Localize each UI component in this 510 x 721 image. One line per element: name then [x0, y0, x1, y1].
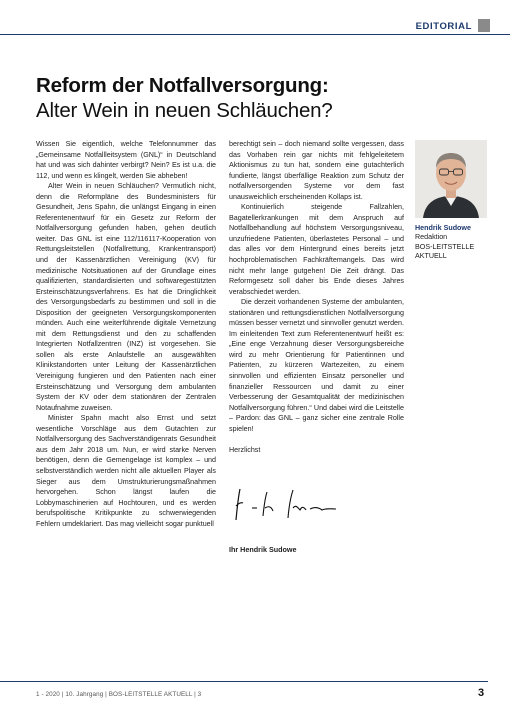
- bottom-rule: [0, 681, 488, 682]
- author-publication-line1: BOS-LEITSTELLE: [415, 242, 475, 251]
- author-box: [415, 224, 495, 262]
- top-rule: [0, 34, 510, 35]
- paragraph: Wissen Sie eigentlich, welche Telefonnummer das „Gemeinsame Notfallleitsystem (GNL)“ in Deutschland hat und was sich dahinter verbirgt? Nein? Es ist u.a. die 112, und wenn es klingelt, werden Sie abheben!: [36, 140, 216, 180]
- author-role: Redaktion: [415, 233, 448, 242]
- title-subtitle: Alter Wein in neuen Schläuchen?: [36, 99, 333, 122]
- paragraph: Kontinuierlich steigende Fallzahlen, Bagatellerkrankungen mit dem Anspruch auf Notfallbehandlung auf höchstem Versorgungsniveau, unzufriedene Patienten, überlastetes Personal – und das alles vor dem Hintergrund eines bereits jetzt hochproblematischen Fachkräftemangels. Das wird nicht mehr lange gutgehen! Die Zeit drängt. Das Reformgesetz soll daher bis Ende dieses Jahres verabschiedet werden.: [229, 203, 404, 296]
- body-column-right: [229, 139, 404, 455]
- closing-salutation: Herzlichst: [229, 445, 261, 454]
- paragraph: Minister Spahn macht also Ernst und setzt wesentliche Vorschläge aus dem Gutachten zur Notfallversorgung des Sachverständigenrats Gesundheit aus dem Jahr 2018 um. Nun, er wird starke Nerven benötigen, denn die Gemengelage ist komplex – und selbstverständlich werden nicht alle aktuellen Player als Sieger aus dem Umstrukturierungsmaßnahmen hervorgehen. Schon längst laufen die Lobbymaschinerien auf Hochtouren, und es werden berufspolitische Kritikpunkte zu schwerwiegenden Fehlern umdeklariert. Das mag vielleicht sogar punktuell: [36, 414, 216, 528]
- author-publication-line2: AKTUELL: [415, 252, 447, 261]
- body-column-left: [36, 139, 216, 529]
- section-label: EDITORIAL: [415, 21, 472, 32]
- title-main: Reform der Notfallversorgung:: [36, 74, 329, 97]
- paragraph: Alter Wein in neuen Schläuchen? Vermutlich nicht, denn die Reformpläne des Bundesministers für Gesundheit, Jens Spahn, die unlängst Eingang in einen Referentenentwurf für ein Gesetz zur Reform der Notfallversorgung gefunden haben, gehen deutlich weiter. Das GNL ist eine 112/116117-Kooperation von Rettungsleitstellen (Notfallrettung, Krankentransport) und der Kassenärztlichen Vereinigung (KV) für medizinische Notsituationen auf der Grundlage eines qualifizierten, standardisierten und softwaregestützten Ersteinschätzungsverfahrens. Es hat die Dringlichkeit des Versorgungsbedarfs zu bestimmen und soll in die Disposition der geeigneten Versorgungskomponenten münden. Auch eine weiterführende digitale Vernetzung mit dem Rettungsdienst und den zu schaffenden Integrierten Notfallzentren (INZ) ist vorgesehen. Sie sollen als erste Anlaufstelle an ausgewählten Klinikstandorten unter Leitung der Kassenärztlichen Vereinigung fungieren und den Patienten nach einer Ersteinschätzung und Versorgung dem ambulanten System der KV oder dem stationären der Zentralen Notaufnahme zuweisen.: [36, 182, 216, 412]
- paragraph: Die derzeit vorhandenen Systeme der ambulanten, stationären und rettungsdienstlichen Notfallversorgung müssen besser vernetzt und sinnvoller genutzt werden. Im einleitenden Text zum Referentenentwurf heißt es: „Eine enge Verzahnung dieser Versorgungsbereiche wird zu mehr Orientierung für Patientinnen und Patienten, zu kürzeren Wartezeiten, zu einem sinnvollen und effizienten Einsatz personeller und finanzieller Ressourcen und damit zu einer Verbesserung der Gesamtqualität der medizinischen Notfallversorgung führen.“ Und dabei wird die Leitstelle – Pardon: das GNL – ganz sicher eine zentrale Rolle spielen!: [229, 298, 404, 433]
- footer-info: 1 - 2020 | 10. Jahrgang | BOS-LEITSTELLE AKTUELL | 3: [36, 691, 202, 698]
- section-marker: [478, 19, 490, 32]
- article-title: [36, 73, 476, 123]
- handwritten-signature: [230, 486, 350, 526]
- author-name: Hendrik Sudowe: [415, 224, 471, 232]
- paragraph: berechtigt sein – doch niemand sollte vergessen, dass das Vorhaben rein gar nichts mit fehlgeleitetem Aktionismus zu tun hat, sondern eine gutachterlich fundierte, längst überfällige Reaktion zum Schutz der notfallversorgenden Systeme vor dem fast unausweichlich erscheinenden Kollaps ist.: [229, 140, 404, 201]
- author-photo: [415, 140, 487, 218]
- signoff-name: Ihr Hendrik Sudowe: [229, 545, 297, 554]
- page-number: 3: [478, 687, 485, 699]
